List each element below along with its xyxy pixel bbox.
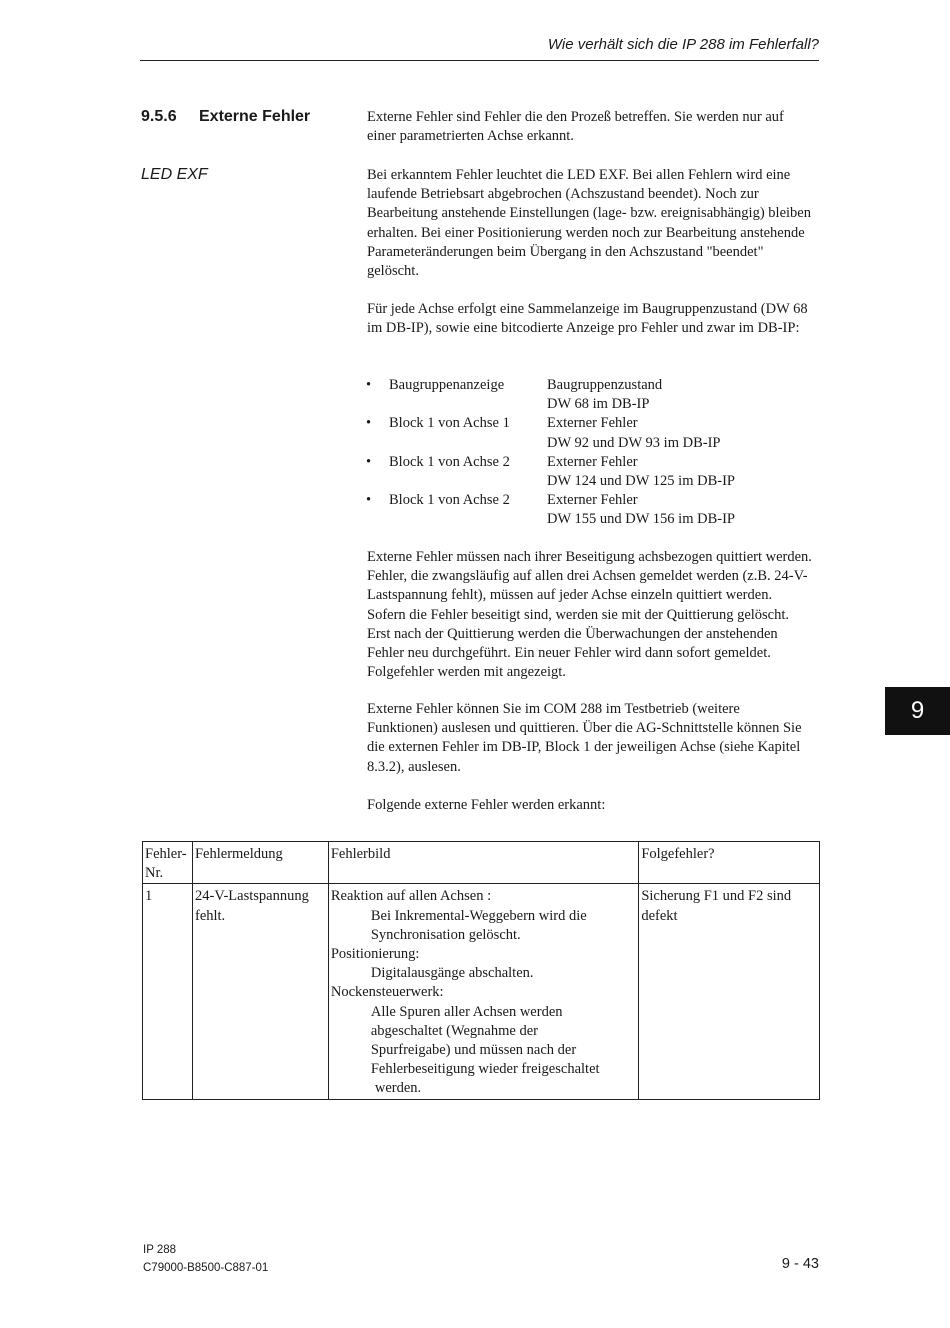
fehlerbild-line: Fehlerbeseitigung wieder freigeschaltet: [370, 1061, 600, 1078]
table-row: [143, 884, 820, 1099]
paragraph-folgende: [367, 796, 812, 815]
cell-folgefehler: [639, 884, 820, 1099]
paragraph-intro-text: Externe Fehler sind Fehler die den Prozeß betreffen. Sie werden nur auf einer parametrierten Achse erkannt.: [367, 109, 784, 145]
list-item-value: [547, 453, 735, 491]
list-item: [366, 453, 735, 491]
list-item-value-line1: Baugruppenzustand: [547, 377, 663, 393]
list-item-label: Block 1 von Achse 2: [389, 453, 510, 470]
list-item-label: Baugruppenanzeige: [389, 377, 505, 393]
paragraph-intro: [367, 108, 812, 146]
paragraph-folgende-text: Folgende externe Fehler werden erkannt:: [367, 797, 606, 813]
table-header-row: [143, 842, 820, 884]
paragraph-sammelanzeige-text: Für jede Achse erfolgt eine Sammelanzeige im Baugruppenzustand (DW 68 im DB-IP), sowie eine bitcodierte Anzeige pro Fehler und zwar im DB-IP:: [367, 301, 808, 337]
cell-fehler-nr: 1: [143, 884, 193, 1099]
list-item: [366, 414, 735, 452]
paragraph-sammelanzeige: [367, 300, 812, 338]
fehlerbild-line: Reaktion auf allen Achsen :: [330, 888, 492, 905]
fehlerbild-line: Spurfreigabe) und müssen nach der: [370, 1042, 577, 1059]
list-item-value-line2: DW 155 und DW 156 im DB-IP: [547, 511, 735, 528]
footer-product: IP 288: [143, 1244, 177, 1256]
side-label: LED EXF: [141, 166, 208, 183]
paragraph-quittierung-text: Externe Fehler müssen nach ihrer Beseitigung achsbezogen quittiert werden. Fehler, die zwangsläufig auf allen drei Achsen gemeldet werden (z.B. 24-V-Lastspannung fehlt), müssen auf jeder Achse einzeln quittiert werden. Sofern die Fehler beseitigt sind, werden sie mit der Quittierung gelöscht. Erst nach der Quittierung werden die Überwachungen der anstehenden Fehler neu durchgeführt. Ein neuer Fehler wird dann sofort gemeldet. Folgefehler werden mit angezeigt.: [367, 549, 812, 681]
cell-folgefehler-line1: Sicherung F1 und F2 sind: [641, 888, 792, 905]
cell-fehlermeldung-line2: fehlt.: [194, 907, 226, 924]
fehlerbild-line: werden.: [374, 1080, 422, 1097]
header-fehler-nr-line2: Nr.: [145, 865, 164, 882]
bullet-dot: •: [366, 377, 372, 393]
bullet-dot: •: [366, 415, 372, 432]
list-item-value: [547, 414, 720, 452]
paragraph-com288-text: Externe Fehler können Sie im COM 288 im Testbetrieb (weitere Funktionen) auslesen und quittieren. Über die AG-Schnittstelle können Sie die externen Fehler im DB-IP, Block 1 der jeweiligen Achse (siehe Kapitel 8.3.2), auslesen.: [367, 701, 802, 775]
error-table: [142, 841, 820, 1100]
list-item-value-line1: Externer Fehler: [547, 492, 638, 509]
fehlerbild-line: Digitalausgänge abschalten.: [370, 965, 534, 982]
fehlerbild-line: Positionierung:: [330, 946, 420, 963]
footer-left: [143, 1241, 268, 1277]
header-folgefehler: Folgefehler?: [639, 842, 820, 884]
bullet-dot: •: [366, 453, 372, 470]
cell-fehlerbild: [328, 884, 638, 1099]
section-number: 9.5.6: [141, 108, 177, 125]
header-fehlerbild: Fehlerbild: [328, 842, 638, 884]
header-fehler-nr-line1: Fehler-: [145, 846, 187, 862]
list-item-label: Block 1 von Achse 2: [389, 492, 510, 509]
paragraph-led-text: Bei erkanntem Fehler leuchtet die LED EXF. Bei allen Fehlern wird eine laufende Betriebsart abgebrochen (Achszustand beendet). Noch zur Bearbeitung anstehende Einstellungen (lage- bzw. ereignisabhängig) bleiben erhalten. Bei einer Positionierung werden noch zur Bearbeitung anstehende Parameteränderungen beim Übergang in den Achszustand "beendet" gelöscht.: [367, 167, 811, 280]
bullet-dot: •: [366, 492, 372, 509]
section-heading: [141, 108, 310, 126]
cell-fehlermeldung-line1: 24-V-Lastspannung: [194, 888, 309, 905]
footer-order-number: C79000-B8500-C887-01: [143, 1262, 269, 1274]
header-fehler-nr: [143, 842, 193, 884]
page-number: 9 - 43: [781, 1256, 819, 1272]
paragraph-led: [367, 166, 812, 281]
list-item-value-line2: DW 68 im DB-IP: [547, 396, 650, 413]
paragraph-quittierung: [367, 548, 812, 682]
list-item-value-line2: DW 92 und DW 93 im DB-IP: [547, 434, 721, 451]
list-item-value: [547, 376, 662, 414]
running-header: Wie verhält sich die IP 288 im Fehlerfall?: [547, 36, 819, 53]
list-item-value-line1: Externer Fehler: [547, 415, 638, 432]
list-item-value: [547, 491, 735, 529]
fehlerbild-line: Bei Inkremental-Weggebern wird die: [370, 907, 587, 924]
header-fehlermeldung: Fehlermeldung: [192, 842, 328, 884]
list-item: [366, 491, 735, 529]
paragraph-com288: [367, 700, 812, 777]
list-item-value-line2: DW 124 und DW 125 im DB-IP: [547, 473, 735, 490]
bullet-list: [366, 376, 735, 530]
list-item-label: Block 1 von Achse 1: [389, 415, 510, 432]
header-rule: [140, 60, 819, 61]
chapter-tab: 9: [885, 687, 950, 735]
fehlerbild-line: Nockensteuerwerk:: [330, 984, 444, 1001]
cell-fehlermeldung: [192, 884, 328, 1099]
cell-folgefehler-line2: defekt: [641, 907, 678, 924]
list-item-value-line1: Externer Fehler: [547, 453, 638, 470]
fehlerbild-line: Alle Spuren aller Achsen werden: [370, 1003, 563, 1020]
section-title: Externe Fehler: [199, 108, 311, 125]
list-item: [366, 376, 735, 414]
fehlerbild-line: Synchronisation gelöscht.: [370, 926, 521, 943]
fehlerbild-line: abgeschaltet (Wegnahme der: [370, 1022, 538, 1039]
